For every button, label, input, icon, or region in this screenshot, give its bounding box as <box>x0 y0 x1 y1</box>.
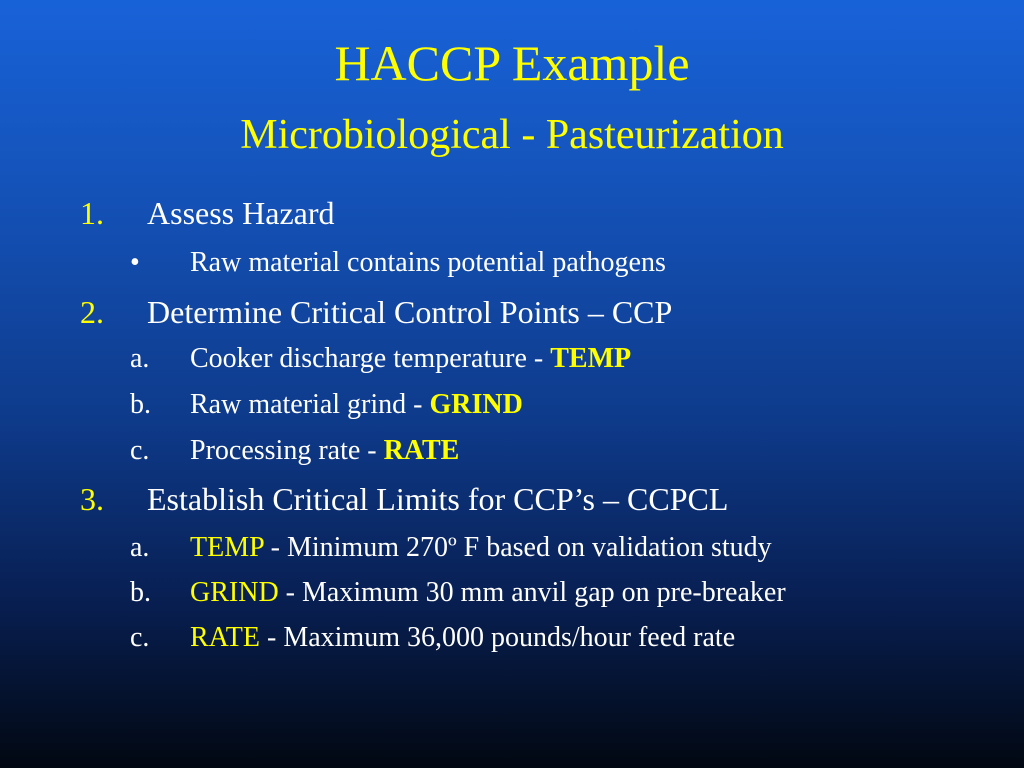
item-prefix: Cooker discharge temperature - <box>190 343 551 374</box>
ccp-keyword-temp: TEMP <box>190 532 264 563</box>
item-suffix: - Minimum 270º F based on validation study <box>263 532 772 563</box>
slide-subtitle: Microbiological - Pasteurization <box>240 112 784 158</box>
item-suffix: - Maximum 30 mm anvil gap on pre-breaker <box>278 577 786 608</box>
section-heading: Assess Hazard <box>147 195 335 231</box>
ccp-keyword-rate: RATE <box>190 622 260 653</box>
section-number: 2. <box>80 294 104 330</box>
ccp-keyword-grind: GRIND <box>429 389 523 420</box>
item-text <box>190 388 523 422</box>
item-prefix: Processing rate - <box>190 435 384 466</box>
ccp-keyword-grind: GRIND <box>190 577 279 608</box>
section-heading: Establish Critical Limits for CCP’s – CCPCL <box>147 481 729 517</box>
item-text <box>190 342 631 376</box>
section-number: 3. <box>80 481 104 517</box>
ccp-keyword-temp: TEMP <box>550 343 632 374</box>
slide-title: HACCP Example <box>334 35 690 91</box>
section-number: 1. <box>80 195 104 231</box>
item-text: Raw material contains potential pathogens <box>190 247 666 278</box>
item-letter: c. <box>130 435 150 466</box>
item-suffix: - Maximum 36,000 pounds/hour feed rate <box>260 622 736 653</box>
ccp-keyword-rate: RATE <box>383 435 460 466</box>
item-text <box>190 531 772 565</box>
item-letter: c. <box>130 622 150 653</box>
item-text <box>190 434 459 468</box>
item-prefix: Raw material grind - <box>190 389 430 420</box>
bullet-marker: • <box>130 247 140 278</box>
item-letter: b. <box>130 577 151 608</box>
item-letter: b. <box>130 389 151 420</box>
item-text <box>190 621 735 655</box>
section-heading: Determine Critical Control Points – CCP <box>147 294 673 330</box>
item-letter: a. <box>130 343 150 374</box>
item-letter: a. <box>130 532 150 563</box>
item-text <box>190 576 786 610</box>
